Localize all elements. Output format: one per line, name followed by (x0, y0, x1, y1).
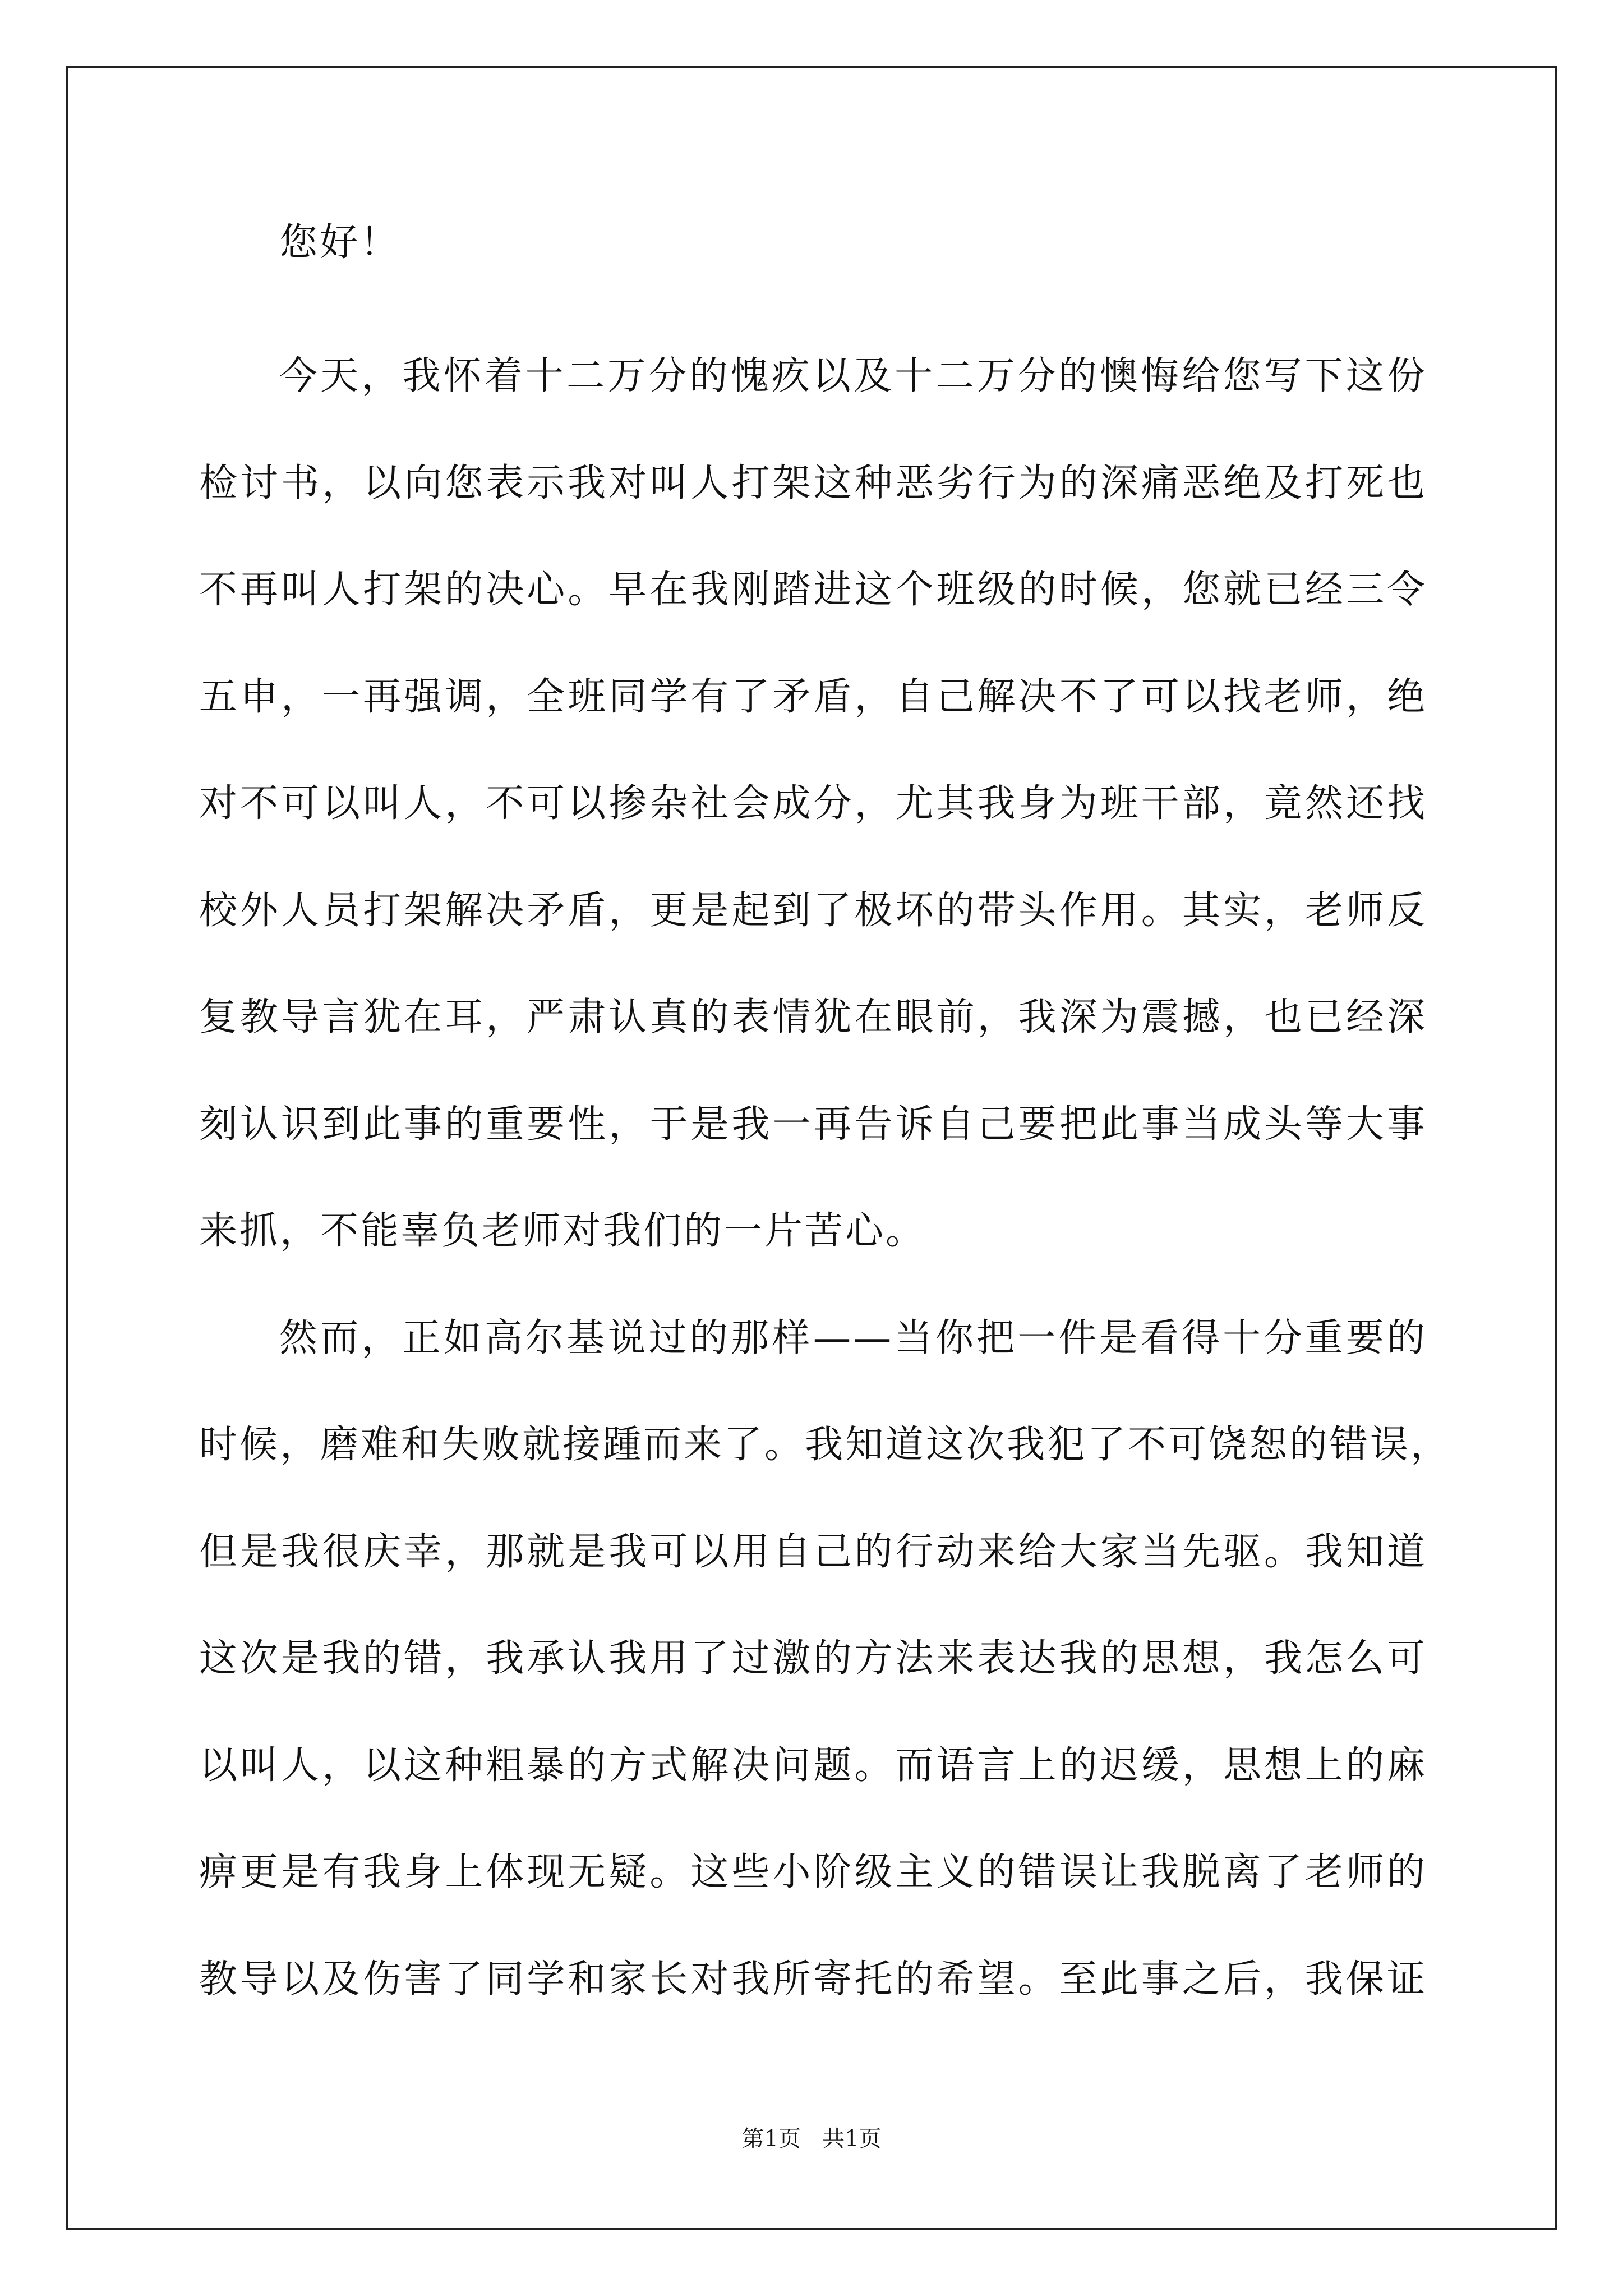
paragraph-line: 复教导言犹在耳，严肃认真的表情犹在眼前，我深为震撼，也已经深 (199, 995, 1427, 1039)
paragraph-line: 以叫人，以这种粗暴的方式解决问题。而语言上的迟缓，思想上的麻 (199, 1743, 1427, 1788)
paragraph-2 (199, 1285, 1451, 2033)
paragraph-line: 检讨书，以向您表示我对叫人打架这种恶劣行为的深痛恶绝及打死也 (199, 461, 1427, 505)
page-number: 第1页 (741, 2126, 801, 2152)
paragraph-line: 来抓，不能辜负老师对我们的一片苦心。 (199, 1209, 926, 1253)
paragraph-line: 对不可以叫人，不可以掺杂社会成分，尤其我身为班干部，竟然还找 (199, 781, 1427, 826)
paragraph-line: 校外人员打架解决矛盾，更是起到了极坏的带头作用。其实，老师反 (199, 888, 1427, 933)
paragraph-line: 痹更是有我身上体现无疑。这些小阶级主义的错误让我脱离了老师的 (199, 1850, 1427, 1894)
paragraph-line: 刻认识到此事的重要性，于是我一再告诉自己要把此事当成头等大事 (199, 1102, 1427, 1147)
paragraph-line: 这次是我的错，我承认我用了过激的方法来表达我的思想，我怎么可 (199, 1636, 1427, 1681)
paragraph-line: 然而，正如高尔基说过的那样——当你把一件是看得十分重要的 (279, 1315, 1427, 1360)
paragraph-line: 今天，我怀着十二万分的愧疚以及十二万分的懊悔给您写下这份 (279, 354, 1427, 398)
salutation: 您好！ (279, 220, 401, 265)
paragraph-line: 五申，一再强调，全班同学有了矛盾，自己解决不了可以找老师，绝 (199, 674, 1427, 719)
paragraph-line: 时候，磨难和失败就接踵而来了。我知道这次我犯了不可饶恕的错误， (199, 1423, 1451, 1467)
paragraph-1 (199, 323, 1427, 1285)
paragraph-line: 不再叫人打架的决心。早在我刚踏进这个班级的时候，您就已经三令 (199, 568, 1427, 612)
page-footer (0, 2121, 1623, 2153)
document-body (199, 216, 1451, 2033)
page-total: 共1页 (822, 2126, 882, 2152)
paragraph-line: 但是我很庆幸，那就是我可以用自己的行动来给大家当先驱。我知道 (199, 1529, 1427, 1574)
paragraph-line: 教导以及伤害了同学和家长对我所寄托的希望。至此事之后，我保证 (199, 1957, 1427, 2001)
